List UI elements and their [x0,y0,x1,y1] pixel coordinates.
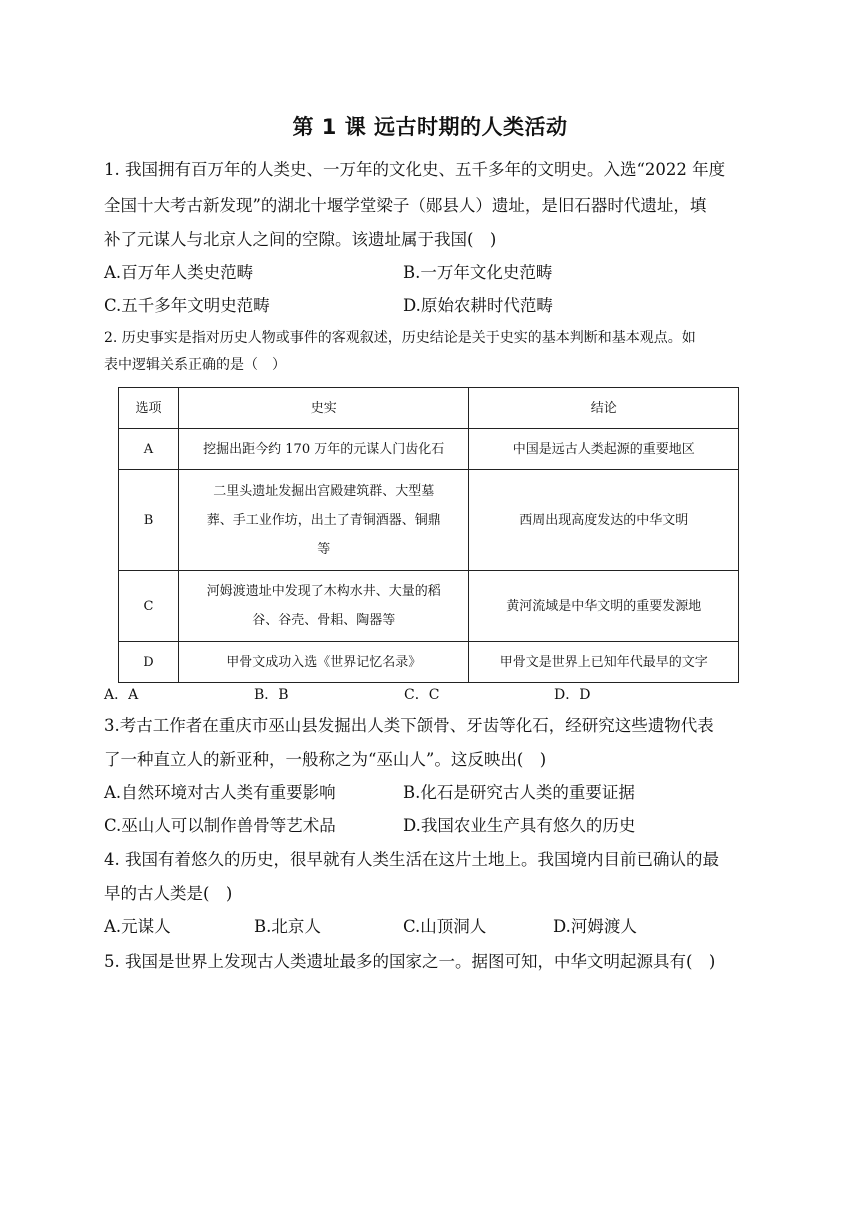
table-row [119,470,739,571]
fact-line: 甲骨文成功入选《世界记忆名录》 [226,654,422,670]
q4-option-c: C.山顶洞人 [403,917,487,936]
q4-option-a: A.元谋人 [104,917,171,936]
q1-line-3: 补了元谋人与北京人之间的空隙。该遗址属于我国( ) [104,230,497,249]
q1-option-a: A.百万年人类史范畴 [104,263,254,282]
fact-line: 葬、手工业作坊，出土了青铜酒器、铜鼎 [206,512,441,528]
fact-line: 二里头遗址发掘出宫殿建筑群、大型墓 [213,483,435,499]
q2-line-1: 2. 历史事实是指对历史人物或事件的客观叙述，历史结论是关于史实的基本判断和基本观点。如 [104,330,696,346]
table-cell-conclusion: 黄河流域是中华文明的重要发源地 [469,571,739,642]
table-cell-option: C [119,571,179,642]
q2-option-c: C．C [404,687,440,703]
q1-line-1: 1. 我国拥有百万年的人类史、一万年的文化史、五千多年的文明史。入选“2022 年度 [104,160,726,179]
table-cell-fact [178,642,469,683]
q3-option-a: A.自然环境对古人类有重要影响 [104,783,336,802]
table-row [119,429,739,470]
table-cell-fact [178,429,469,470]
q1-option-d: D.原始农耕时代范畴 [403,296,553,315]
table-header-row [119,388,739,429]
q1-option-b: B.一万年文化史范畴 [403,263,553,282]
q3-option-c: C.巫山人可以制作兽骨等艺术品 [104,816,336,835]
table-row [119,571,739,642]
table-cell-fact [178,470,469,571]
page-title: 第 1 课 远古时期的人类活动 [292,115,568,139]
fact-line: 等 [317,541,331,557]
table-cell-conclusion: 甲骨文是世界上已知年代最早的文字 [469,642,739,683]
q4-line-2: 早的古人类是( ) [104,884,233,903]
fact-line: 挖掘出距今约 170 万年的元谋人门齿化石 [203,441,445,457]
table-header-conclusion: 结论 [469,388,739,429]
fact-line: 河姆渡遗址中发现了木构水井、大量的稻 [206,584,441,599]
q1-option-c: C.五千多年文明史范畴 [104,296,270,315]
table-cell-option: B [119,470,179,571]
fact-line: 谷、谷壳、骨耜、陶器等 [252,613,396,628]
q5-line-1: 5. 我国是世界上发现古人类遗址最多的国家之一。据图可知，中华文明起源具有( ) [104,952,716,971]
table-row [119,642,739,683]
q4-line-1: 4. 我国有着悠久的历史，很早就有人类生活在这片土地上。我国境内目前已确认的最 [104,850,719,869]
history-table [118,387,739,683]
table-cell-option: A [119,429,179,470]
q2-option-a: A．A [104,687,139,703]
table-header-option: 选项 [119,388,179,429]
q3-option-d: D.我国农业生产具有悠久的历史 [403,816,636,835]
q4-option-d: D.河姆渡人 [553,917,637,936]
q3-line-1: 3.考古工作者在重庆市巫山县发掘出人类下颌骨、牙齿等化石，经研究这些遗物代表 [104,716,714,735]
table-cell-fact [178,571,469,642]
q3-option-b: B.化石是研究古人类的重要证据 [403,783,635,802]
q4-option-b: B.北京人 [254,917,321,936]
table-cell-option: D [119,642,179,683]
table-header-fact: 史实 [178,388,469,429]
q2-option-d: D．D [554,687,591,703]
q1-line-2: 全国十大考古新发现”的湖北十堰学堂梁子（郧县人）遗址，是旧石器时代遗址，填 [104,196,707,215]
q2-line-2: 表中逻辑关系正确的是（ ） [104,357,286,373]
table-cell-conclusion: 中国是远古人类起源的重要地区 [469,429,739,470]
table-cell-conclusion: 西周出现高度发达的中华文明 [469,470,739,571]
q2-option-b: B．B [254,687,289,703]
q3-line-2: 了一种直立人的新亚种，一般称之为“巫山人”。这反映出( ) [104,750,547,769]
